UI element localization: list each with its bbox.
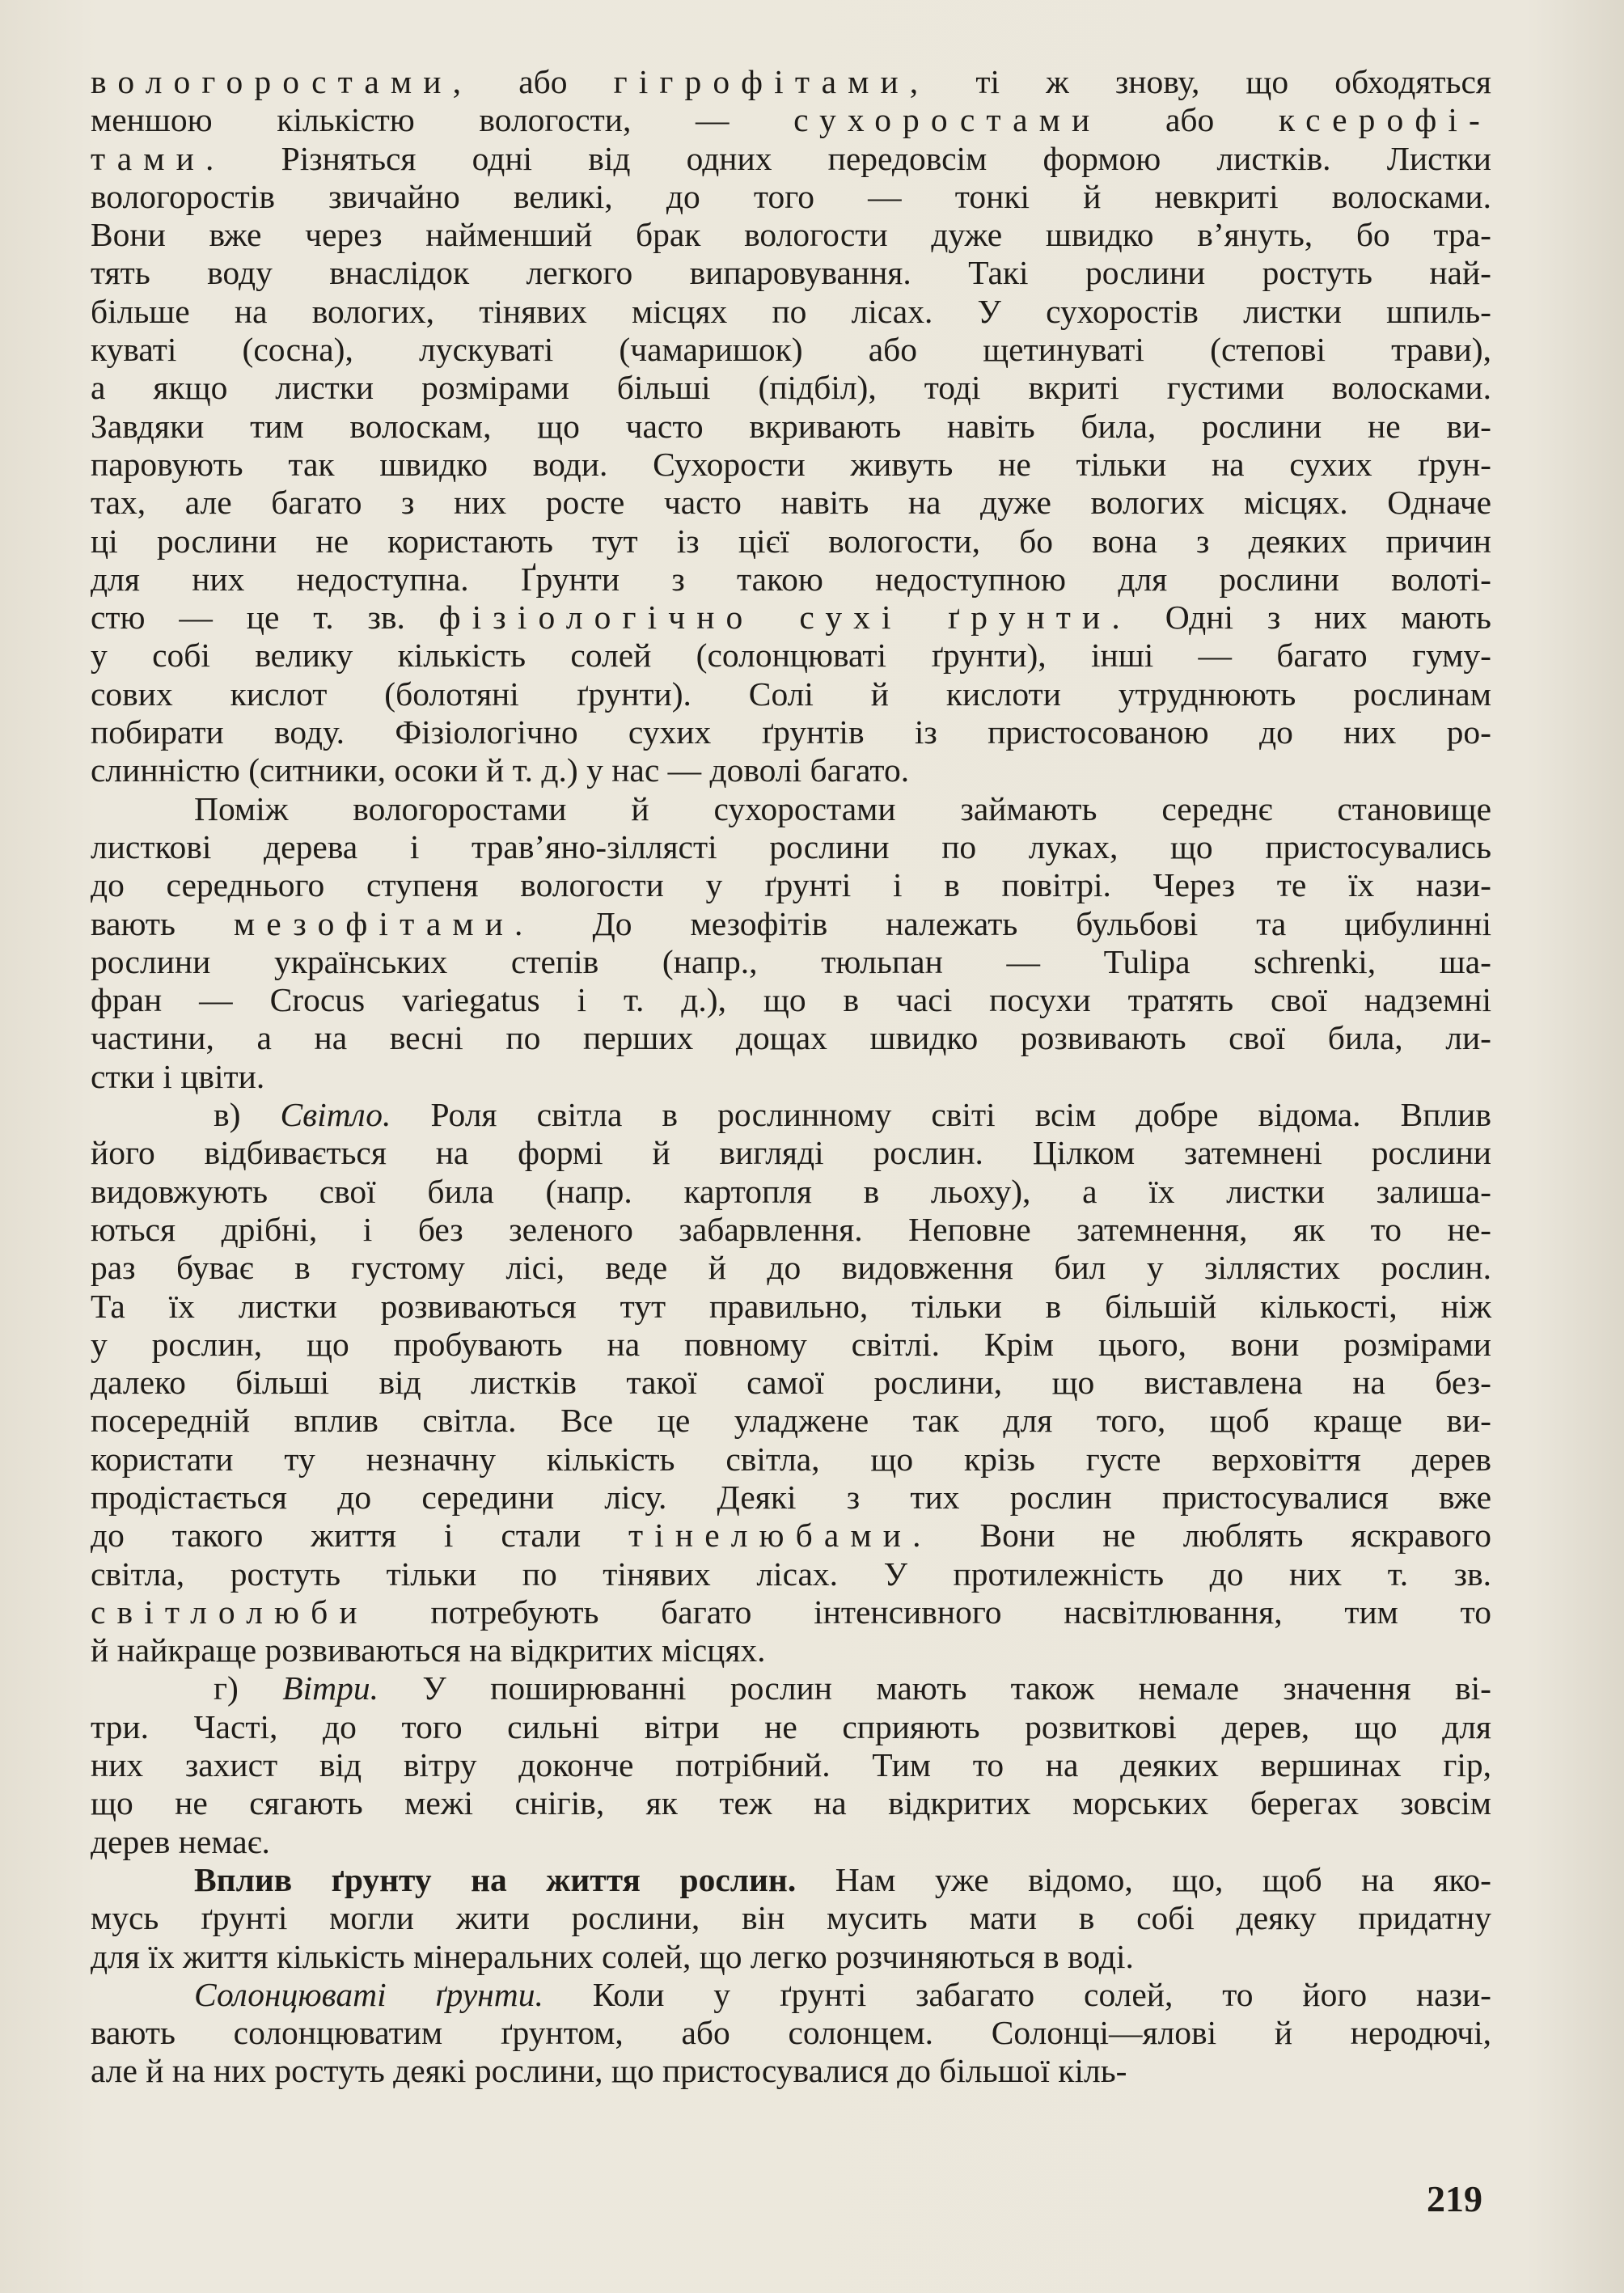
text-line — [91, 943, 1491, 981]
spaced-term: тінелюбами. — [628, 1517, 933, 1555]
text-segment: тах, але багато з них росте часто навіть на дуже вологих місцях. Одначе — [91, 484, 1491, 522]
text-line — [91, 1517, 1491, 1555]
text-line — [91, 790, 1491, 828]
text-segment: Різняться одні від одних передовсім формою листків. Листки — [225, 139, 1491, 177]
text-segment: дерев немає. — [91, 1822, 270, 1860]
text-line — [91, 1479, 1491, 1517]
text-segment: його відбивається на формі й вигляді рослин. Цілком затемнені рослини — [91, 1134, 1491, 1172]
bold-heading: Вплив ґрунту на життя рослин. — [194, 1860, 797, 1898]
spaced-term: фізіологічно сухі ґрунти. — [438, 599, 1131, 637]
text-line — [91, 1441, 1491, 1479]
text-line — [91, 522, 1491, 561]
italic-heading: Світло. — [280, 1096, 391, 1134]
text-segment: або — [472, 63, 614, 100]
text-line — [91, 866, 1491, 904]
text-segment: користати ту незначну кількість світла, що крізь густе верховіття дерев — [91, 1440, 1491, 1478]
text-segment: Завдяки тим волоскам, що часто вкривають навіть била, рослини не ви- — [91, 407, 1491, 445]
text-segment: раз буває в густому лісі, веде й до видовження бил у зіллястих рослин. — [91, 1249, 1491, 1287]
text-segment: рослини українських степів (напр., тюльпан — Tulipa schrenki, ша- — [91, 942, 1491, 980]
text-segment: до середнього ступеня вологости у ґрунті і в повітрі. Через те їх нази- — [91, 866, 1491, 904]
text-line — [91, 1555, 1491, 1593]
text-segment: потребують багато інтенсивного насвітлювання, тим то — [368, 1593, 1491, 1631]
text-segment: а якщо листки розмірами більші (підбіл), тоді вкриті густими волосками. — [91, 369, 1491, 407]
text-line — [91, 1096, 1491, 1134]
text-line — [91, 2014, 1491, 2052]
text-segment: куваті (сосна), лускуваті (чамаришок) або щетинуваті (степові трави), — [91, 331, 1491, 369]
text-line — [91, 1784, 1491, 1822]
text-line — [91, 1402, 1491, 1440]
body-text — [91, 63, 1491, 2091]
spaced-term: гігрофітами, — [613, 63, 930, 100]
spaced-term: світлолюби — [91, 1593, 369, 1631]
text-line — [91, 1019, 1491, 1057]
text-segment: стки і цвіти. — [91, 1057, 265, 1095]
text-line — [91, 1708, 1491, 1746]
text-line — [91, 178, 1491, 216]
text-line — [91, 1938, 1491, 1976]
text-line — [91, 675, 1491, 713]
text-segment: для них недоступна. Ґрунти з такою недоступною для рослини волоті- — [91, 560, 1491, 598]
text-line — [91, 1326, 1491, 1364]
spaced-term: тами. — [91, 139, 226, 177]
text-line — [91, 751, 1491, 789]
text-segment: або — [1101, 101, 1279, 139]
text-line — [91, 1249, 1491, 1287]
text-segment: й найкраще розвиваються на відкритих місцях. — [91, 1631, 766, 1669]
text-line — [91, 1823, 1491, 1861]
text-line — [91, 1593, 1491, 1631]
text-line — [91, 254, 1491, 292]
text-segment: вають — [91, 904, 234, 942]
italic-heading: Вітри. — [282, 1669, 379, 1707]
text-segment: слинністю (ситники, осоки й т. д.) у нас — доволі багато. — [91, 751, 910, 789]
text-segment: у рослин, що пробувають на повному світлі. Крім цього, вони розмірами — [91, 1325, 1491, 1363]
text-segment: стю — це т. зв. — [91, 599, 439, 637]
text-line — [91, 216, 1491, 254]
text-segment: в) — [214, 1096, 281, 1134]
text-segment: видовжують свої била (напр. картопля в льоху), а їх листки залиша- — [91, 1172, 1491, 1210]
text-line — [91, 1746, 1491, 1784]
text-line — [91, 905, 1491, 943]
paragraph — [91, 1669, 1491, 1860]
text-line — [91, 1631, 1491, 1669]
text-segment: листкові дерева і трав’яно-зіллясті рослини по луках, що пристосувались — [91, 827, 1491, 865]
text-segment: До мезофітів належать бульбові та цибулинні — [534, 904, 1491, 942]
text-segment: для їх життя кількість мінеральних солей, що легко розчиняються в воді. — [91, 1937, 1134, 1975]
text-line — [91, 1364, 1491, 1402]
text-line — [91, 1211, 1491, 1249]
text-segment: тять воду внаслідок легкого випаровування. Такі рослини ростуть най- — [91, 254, 1491, 292]
text-segment: У поширюванні рослин мають також немале значення ві- — [378, 1669, 1491, 1707]
text-segment: що не сягають межі снігів, як теж на відкритих морських берегах зовсім — [91, 1784, 1491, 1822]
text-line — [91, 1861, 1491, 1899]
text-segment: світла, ростуть тільки по тінявих лісах. У протилежність до них т. зв. — [91, 1555, 1491, 1593]
text-segment: Одні з них мають — [1131, 599, 1491, 637]
text-segment: Та їх листки розвиваються тут правильно, тільки в більшій кількості, ніж — [91, 1287, 1491, 1325]
text-line — [91, 408, 1491, 446]
text-segment: меншою кількістю вологости, — — [91, 101, 794, 139]
text-line — [91, 981, 1491, 1019]
text-line — [91, 63, 1491, 101]
text-line — [91, 561, 1491, 599]
spaced-term: мезофітами. — [233, 904, 535, 942]
text-line — [91, 713, 1491, 751]
text-segment: сових кислот (болотяні ґрунти). Солі й кислоти утруднюють рослинам — [91, 675, 1491, 713]
paragraph — [91, 1976, 1491, 2091]
text-segment: паровують так швидко води. Сухорости живуть не тільки на сухих ґрун- — [91, 445, 1491, 483]
italic-heading: Солонцюваті ґрунти. — [194, 1975, 543, 2013]
text-segment: вологоростів звичайно великі, до того — тонкі й невкриті волосками. — [91, 177, 1491, 215]
text-line — [91, 2052, 1491, 2090]
text-segment: ті ж знову, що обходяться — [929, 63, 1491, 100]
text-segment: але й на них ростуть деякі рослини, що пристосувалися до більшої кіль- — [91, 2052, 1127, 2090]
text-segment: посередній вплив світла. Все це уладжене так для того, щоб краще ви- — [91, 1402, 1491, 1440]
spaced-term: вологоростами, — [91, 63, 473, 100]
text-segment: г) — [214, 1669, 283, 1707]
text-segment: Коли у ґрунті забагато солей, то його нази- — [543, 1975, 1491, 2013]
text-segment: мусь ґрунті могли жити рослини, він мусить мати в собі деяку придатну — [91, 1899, 1491, 1937]
text-segment: більше на вологих, тінявих місцях по лісах. У сухоростів листки шпиль- — [91, 292, 1491, 330]
text-line — [91, 599, 1491, 637]
text-segment: вають солонцюватим ґрунтом, або солонцем. Солонці—ялові й неродючі, — [91, 2014, 1491, 2052]
text-line — [91, 637, 1491, 675]
text-line — [91, 331, 1491, 369]
text-line — [91, 1288, 1491, 1326]
page-number: 219 — [1427, 2178, 1482, 2219]
text-segment: них захист від вітру доконче потрібний. Тим то на деяких вершинах гір, — [91, 1746, 1491, 1784]
text-line — [91, 1899, 1491, 1937]
spaced-term: ксерофі- — [1278, 101, 1491, 139]
paragraph — [91, 1861, 1491, 1976]
text-line — [91, 828, 1491, 866]
text-segment: далеко більші від листків такої самої рослини, що виставлена на без- — [91, 1364, 1491, 1402]
text-line — [91, 1058, 1491, 1096]
text-segment: Роля світла в рослинному світі всім добре відома. Вплив — [391, 1096, 1491, 1134]
paragraph — [91, 790, 1491, 1096]
text-segment: побирати воду. Фізіологічно сухих ґрунтів із пристосованою до них ро- — [91, 713, 1491, 751]
text-segment: фран — Crocus variegatus і т. д.), що в часі посухи тратять свої надземні — [91, 981, 1491, 1019]
text-line — [91, 293, 1491, 331]
text-line — [91, 101, 1491, 139]
text-segment: Нам уже відомо, що, щоб на яко- — [796, 1860, 1492, 1898]
text-segment: Поміж вологоростами й сухоростами займають середнє становище — [194, 789, 1491, 827]
text-line — [91, 1134, 1491, 1172]
text-segment: ються дрібні, і без зеленого забарвлення. Неповне затемнення, як то не- — [91, 1210, 1491, 1248]
text-segment: Вони не люблять яскравого — [932, 1517, 1491, 1555]
text-line — [91, 1976, 1491, 2014]
text-segment: частини, а на весні по перших дощах швидко розвивають свої била, ли- — [91, 1019, 1491, 1057]
text-line — [91, 1173, 1491, 1211]
text-segment: до такого життя і стали — [91, 1517, 628, 1555]
text-line — [91, 446, 1491, 484]
text-segment: Вони вже через найменший брак вологости дуже швидко в’януть, бо тра- — [91, 216, 1491, 254]
text-segment: три. Часті, до того сильні вітри не сприяють розвиткові дерев, що для — [91, 1707, 1491, 1745]
spaced-term: сухоростами — [793, 101, 1102, 139]
text-line — [91, 1669, 1491, 1707]
text-line — [91, 484, 1491, 522]
text-segment: ці рослини не користають тут із цієї вологости, бо вона з деяких причин — [91, 522, 1491, 560]
paragraph — [91, 1096, 1491, 1669]
text-line — [91, 140, 1491, 178]
text-segment: у собі велику кількість солей (солонцюваті ґрунти), інші — багато гуму- — [91, 637, 1491, 675]
text-segment: продістається до середини лісу. Деякі з тих рослин пристосувалися вже — [91, 1478, 1491, 1516]
paragraph — [91, 63, 1491, 790]
text-line — [91, 369, 1491, 407]
